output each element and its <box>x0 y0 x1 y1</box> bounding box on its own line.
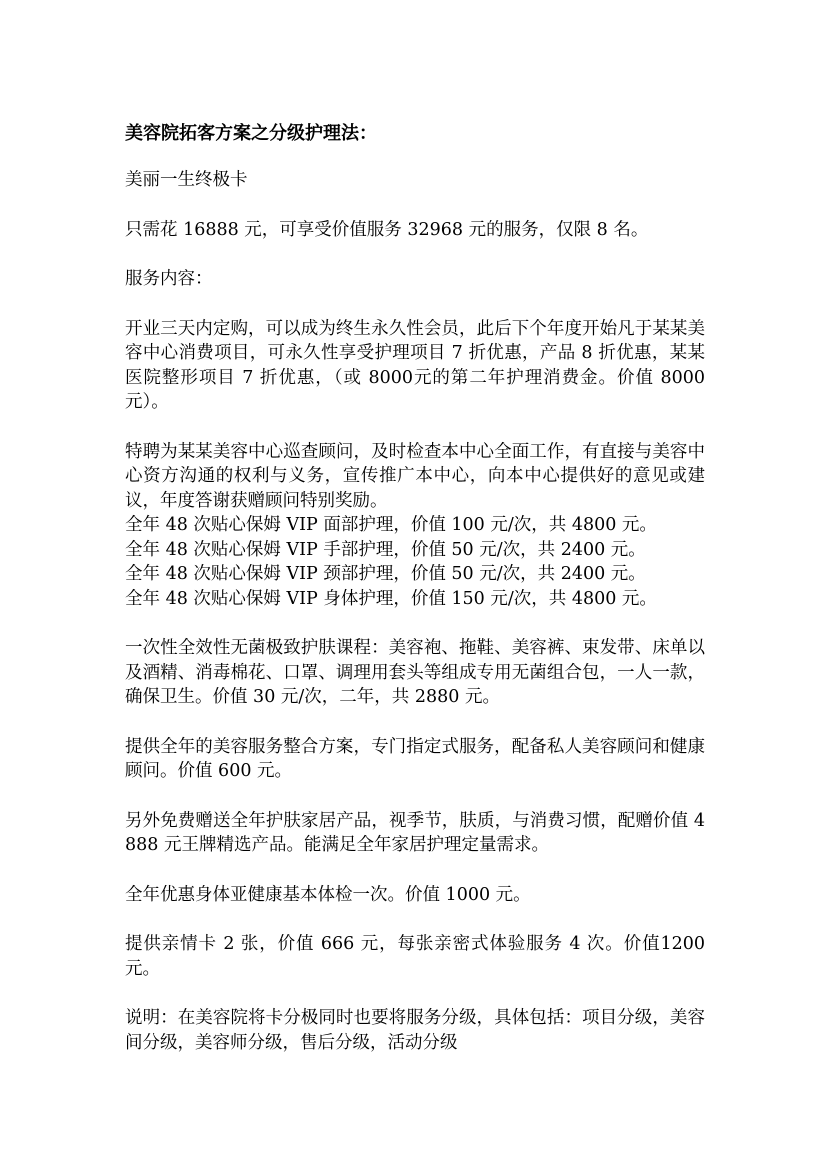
document-page <box>125 114 705 1055</box>
family-card-paragraph: 提供亲情卡 2 张，价值 666 元，每张亲密式体验服务 4 次。价值1200 元。 <box>125 934 705 979</box>
membership-paragraph: 开业三天内定购，可以成为终生永久性会员，此后下个年度开始凡于某某美容中心消费项目，可永久性享受护理项目 7 折优惠，产品 8 折优惠，某某医院整形项目 7 折优惠，（或 8000元的第二年护理消费金。价值 8000 元）。 <box>125 318 705 412</box>
vip-list <box>125 513 705 611</box>
document-title: 美容院拓客方案之分级护理法： <box>125 123 377 144</box>
vip-item-body: 全年 48 次贴心保姆 VIP 身体护理，价值 150 元/次，共 4800 元。 <box>125 588 657 609</box>
vip-item-hand: 全年 48 次贴心保姆 VIP 手部护理，价值 50 元/次，共 2400 元。 <box>125 539 646 560</box>
checkup-paragraph: 全年优惠身体亚健康基本体检一次。价值 1000 元。 <box>125 884 531 905</box>
products-paragraph: 另外免费赠送全年护肤家居产品，视季节，肤质，与消费习惯，配赠价值 4888 元王牌精选产品。能满足全年家居护理定量需求。 <box>125 810 705 855</box>
service-heading: 服务内容： <box>125 269 213 289</box>
offer-text: 只需花 16888 元，可享受价值服务 32968 元的服务，仅限 8 名。 <box>125 219 649 240</box>
note-paragraph: 说明：在美容院将卡分极同时也要将服务分级，具体包括：项目分级，美容间分级，美容师分级，售后分级，活动分级 <box>125 1008 705 1053</box>
vip-item-neck: 全年 48 次贴心保姆 VIP 颈部护理，价值 50 元/次，共 2400 元。 <box>125 564 646 584</box>
card-name: 美丽一生终极卡 <box>125 170 248 190</box>
sterile-paragraph: 一次性全效性无菌极致护肤课程：美容袍、拖鞋、美容裤、束发带、床单以及酒精、消毒棉花、口罩、调理用套头等组成专用无菌组合包，一人一款，确保卫生。价值 30 元/次，二年，共 2880 元。 <box>125 638 705 707</box>
vip-item-face: 全年 48 次贴心保姆 VIP 面部护理，价值 100 元/次，共 4800 元。 <box>125 515 657 535</box>
consultant-paragraph: 特聘为某某美容中心巡查顾问，及时检查本中心全面工作，有直接与美容中心资方沟通的权利与义务，宣传推广本中心，向本中心提供好的意见或建议，年度答谢获赠顾问特别奖励。 <box>125 441 705 511</box>
integration-paragraph: 提供全年的美容服务整合方案，专门指定式服务，配备私人美容顾问和健康顾问。价值 600 元。 <box>125 736 705 781</box>
